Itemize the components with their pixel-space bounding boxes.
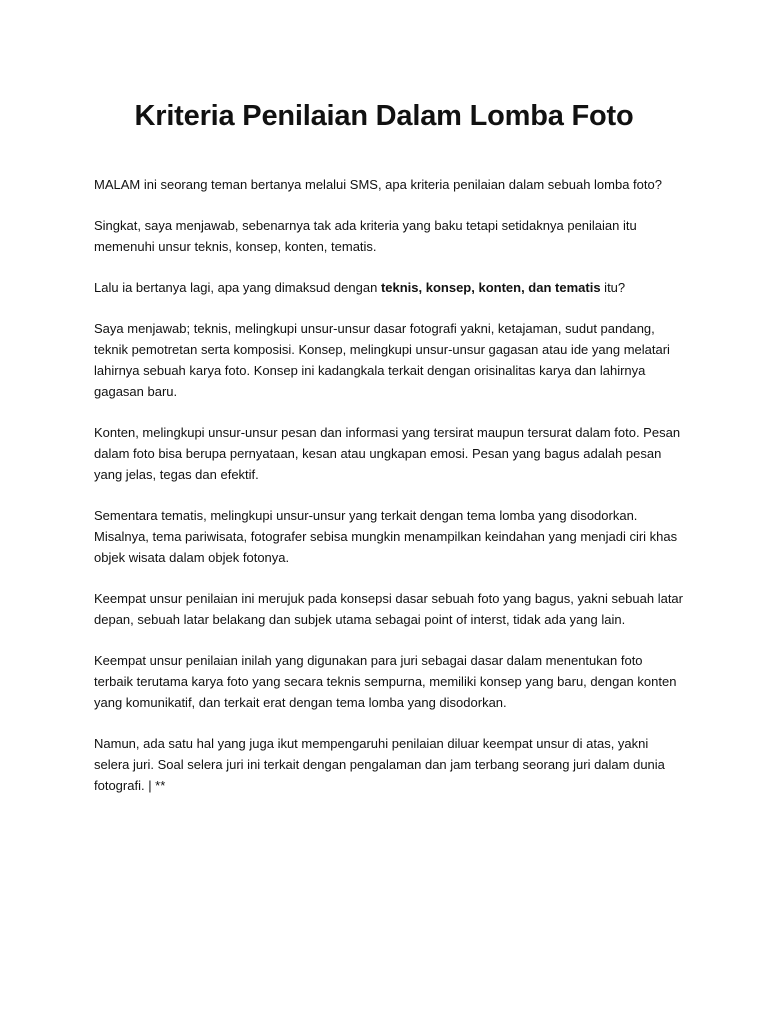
paragraph-9: Namun, ada satu hal yang juga ikut mempengaruhi penilaian diluar keempat unsur di atas, yakni selera juri. Soal selera juri ini terkait dengan pengalaman dan jam terbang seorang juri dalam dunia fotografi. | ** <box>94 736 665 793</box>
paragraph-3-text-before: Lalu ia bertanya lagi, apa yang dimaksud dengan <box>94 280 381 295</box>
paragraph-4: Saya menjawab; teknis, melingkupi unsur-unsur dasar fotografi yakni, ketajaman, sudut pandang, teknik pemotretan serta komposisi. Konsep, melingkupi unsur-unsur gagasan atau ide yang melatari lahirnya sebuah karya foto. Konsep ini kadangkala terkait dengan orisinalitas karya dan lahirnya gagasan baru. <box>94 321 670 399</box>
paragraph-8: Keempat unsur penilaian inilah yang digunakan para juri sebagai dasar dalam menentukan foto terbaik terutama karya foto yang secara teknis sempurna, memiliki konsep yang baru, dengan konten yang komunikatif, dan terkait erat dengan tema lomba yang disodorkan. <box>94 653 677 710</box>
paragraph-2: Singkat, saya menjawab, sebenarnya tak ada kriteria yang baku tetapi setidaknya penilaian itu memenuhi unsur teknis, konsep, konten, tematis. <box>94 218 637 254</box>
paragraph-5: Konten, melingkupi unsur-unsur pesan dan informasi yang tersirat maupun tersurat dalam foto. Pesan dalam foto bisa berupa pernyataan, kesan atau ungkapan emosi. Pesan yang bagus adalah pesan yang jelas, tegas dan efektif. <box>94 425 681 482</box>
page-title: Kriteria Penilaian Dalam Lomba Foto <box>134 100 634 132</box>
paragraph-3-text-after: itu? <box>600 280 626 295</box>
article-body <box>94 174 684 816</box>
paragraph-6: Sementara tematis, melingkupi unsur-unsur yang terkait dengan tema lomba yang disodorkan. Misalnya, tema pariwisata, fotografer sebisa mungkin menampilkan keindahan yang menjadi ciri khas objek wisata dalam objek fotonya. <box>94 508 678 565</box>
paragraph-3-bold-terms: teknis, konsep, konten, dan tematis <box>380 280 601 295</box>
paragraph-1: MALAM ini seorang teman bertanya melalui SMS, apa kriteria penilaian dalam sebuah lomba foto? <box>94 177 662 192</box>
paragraph-3 <box>94 277 684 298</box>
paragraph-7: Keempat unsur penilaian ini merujuk pada konsepsi dasar sebuah foto yang bagus, yakni sebuah latar depan, sebuah latar belakang dan subjek utama sebagai point of interst, tidak ada yang lain. <box>94 591 683 627</box>
